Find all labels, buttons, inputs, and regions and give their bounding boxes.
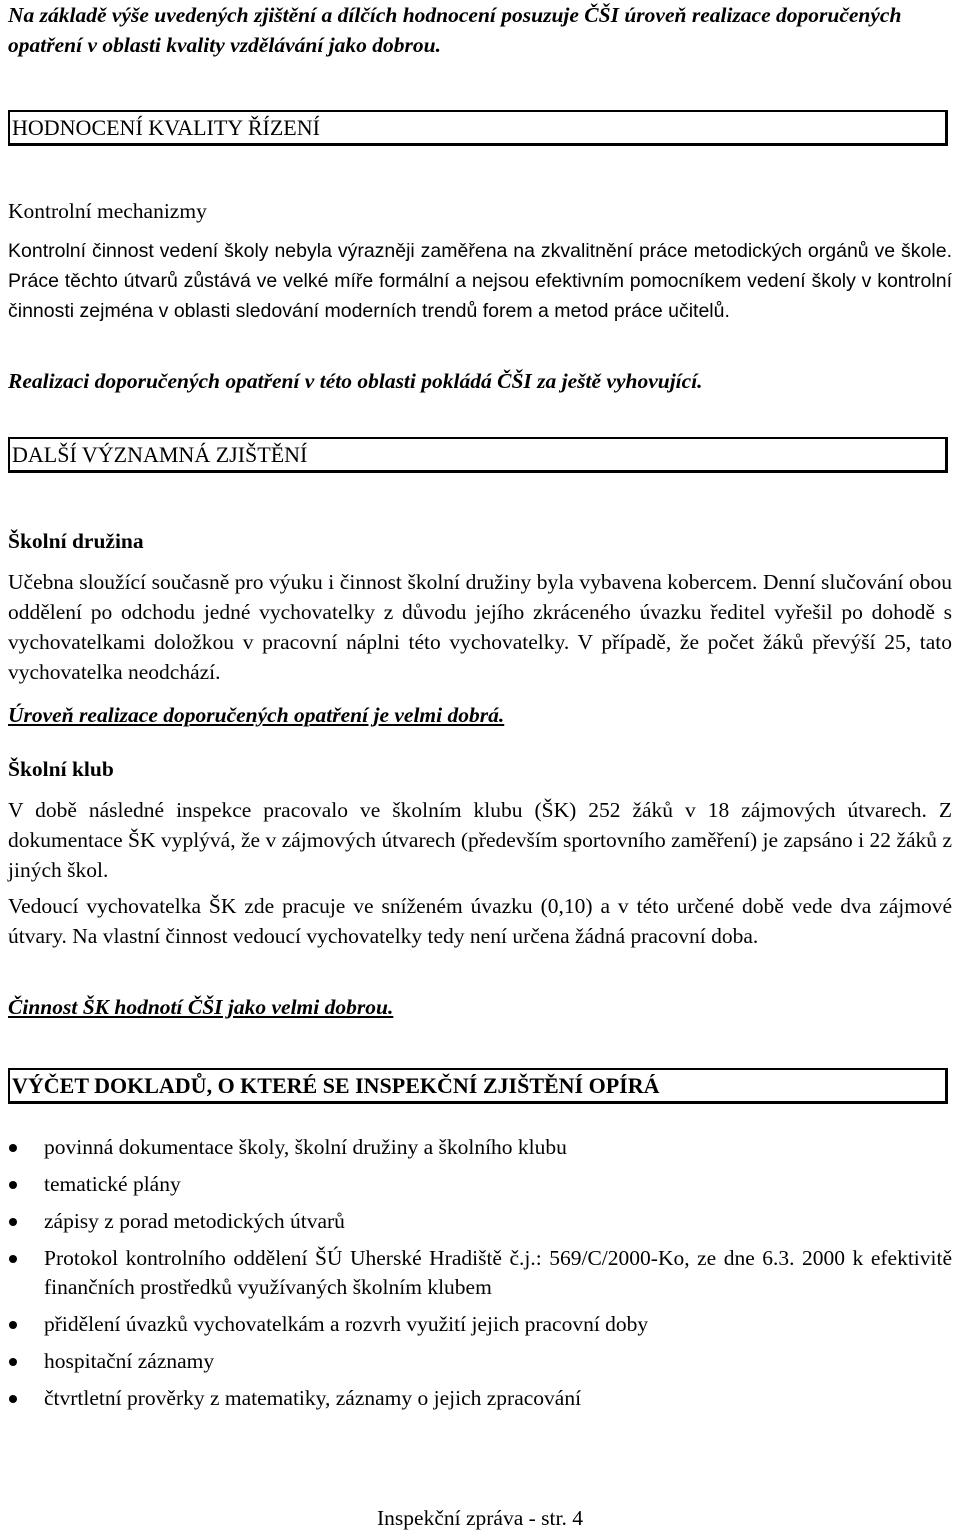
section-heading-other-findings: DALŠÍ VÝZNAMNÁ ZJIŠTĚNÍ xyxy=(8,437,948,473)
bullet-icon xyxy=(9,1321,17,1329)
paragraph-druzina: Učebna sloužící současně pro výuku i činnost školní družiny byla vybavena kobercem. Denní slučování obou oddělení po odchodu jedné vychovatelky z důvodu jejího zkráceného úvazku ředitel vyřešil po dohodě s vychovatelkami doložkou v pracovní náplni této vychovatelky. V případě, že počet žáků převýší 25, tato vychovatelka neodchází. xyxy=(8,570,952,684)
list-item: čtvrtletní prověrky z matematiky, záznamy o jejich zpracování xyxy=(8,1384,952,1413)
bullet-icon xyxy=(9,1181,17,1189)
bullet-icon xyxy=(9,1358,17,1366)
quality-conclusion: Realizaci doporučených opatření v této oblasti pokládá ČŠI za ještě vyhovující. xyxy=(8,369,703,393)
section-heading-quality: HODNOCENÍ KVALITY ŘÍZENÍ xyxy=(8,110,948,146)
page-footer: Inspekční zpráva - str. 4 xyxy=(377,1506,583,1530)
subheading-school-club: Školní klub xyxy=(8,757,114,781)
subheading-school-club-druzina: Školní družina xyxy=(8,529,144,553)
paragraph-club-1: V době následné inspekce pracovalo ve školním klubu (ŠK) 252 žáků v 18 zájmových útvarech. Z dokumentace ŠK vyplývá, že v zájmových útvarech (především sportovního zaměření) je zapsáno i 22 žáků z jiných škol. xyxy=(8,798,952,882)
list-item: povinná dokumentace školy, školní družiny a školního klubu xyxy=(8,1133,952,1162)
intro-conclusion: Na základě výše uvedených zjištění a dílčích hodnocení posuzuje ČŠI úroveň realizace doporučených opatření v oblasti kvality vzdělávání jako dobrou. xyxy=(8,3,902,57)
bullet-icon xyxy=(9,1218,17,1226)
paragraph-control-mechanisms: Kontrolní činnost vedení školy nebyla výrazněji zaměřena na zkvalitnění práce metodických orgánů ve škole. Práce těchto útvarů zůstává ve velké míře formální a nejsou efektivním pomocníkem vedení školy v kontrolní činnosti zejména v oblasti sledování moderních trendů forem a metod práce učitelů. xyxy=(8,240,952,322)
druzina-conclusion: Úroveň realizace doporučených opatření je velmi dobrá. xyxy=(8,703,505,727)
list-item: přidělení úvazků vychovatelkám a rozvrh využití jejich pracovní doby xyxy=(8,1310,952,1339)
subheading-control-mechanisms: Kontrolní mechanizmy xyxy=(8,199,207,223)
club-conclusion: Činnost ŠK hodnotí ČŠI jako velmi dobrou. xyxy=(8,995,394,1019)
list-item: hospitační záznamy xyxy=(8,1347,952,1376)
bullet-icon xyxy=(9,1255,17,1263)
list-item: tematické plány xyxy=(8,1170,952,1199)
list-item: Protokol kontrolního oddělení ŠÚ Uherské Hradiště č.j.: 569/C/2000-Ko, ze dne 6.3. 2000 k efektivitě finančních prostředků využívaných školním klubem xyxy=(8,1244,952,1302)
evidence-list xyxy=(8,1133,952,1421)
section-heading-evidence: VÝČET DOKLADŮ, O KTERÉ SE INSPEKČNÍ ZJIŠTĚNÍ OPÍRÁ xyxy=(8,1068,948,1104)
bullet-icon xyxy=(9,1395,17,1403)
paragraph-club-2: Vedoucí vychovatelka ŠK zde pracuje ve sníženém úvazku (0,10) a v této určené době vede dva zájmové útvary. Na vlastní činnost vedoucí vychovatelky tedy není určena žádná pracovní doba. xyxy=(8,894,952,948)
bullet-icon xyxy=(9,1144,17,1152)
list-item: zápisy z porad metodických útvarů xyxy=(8,1207,952,1236)
